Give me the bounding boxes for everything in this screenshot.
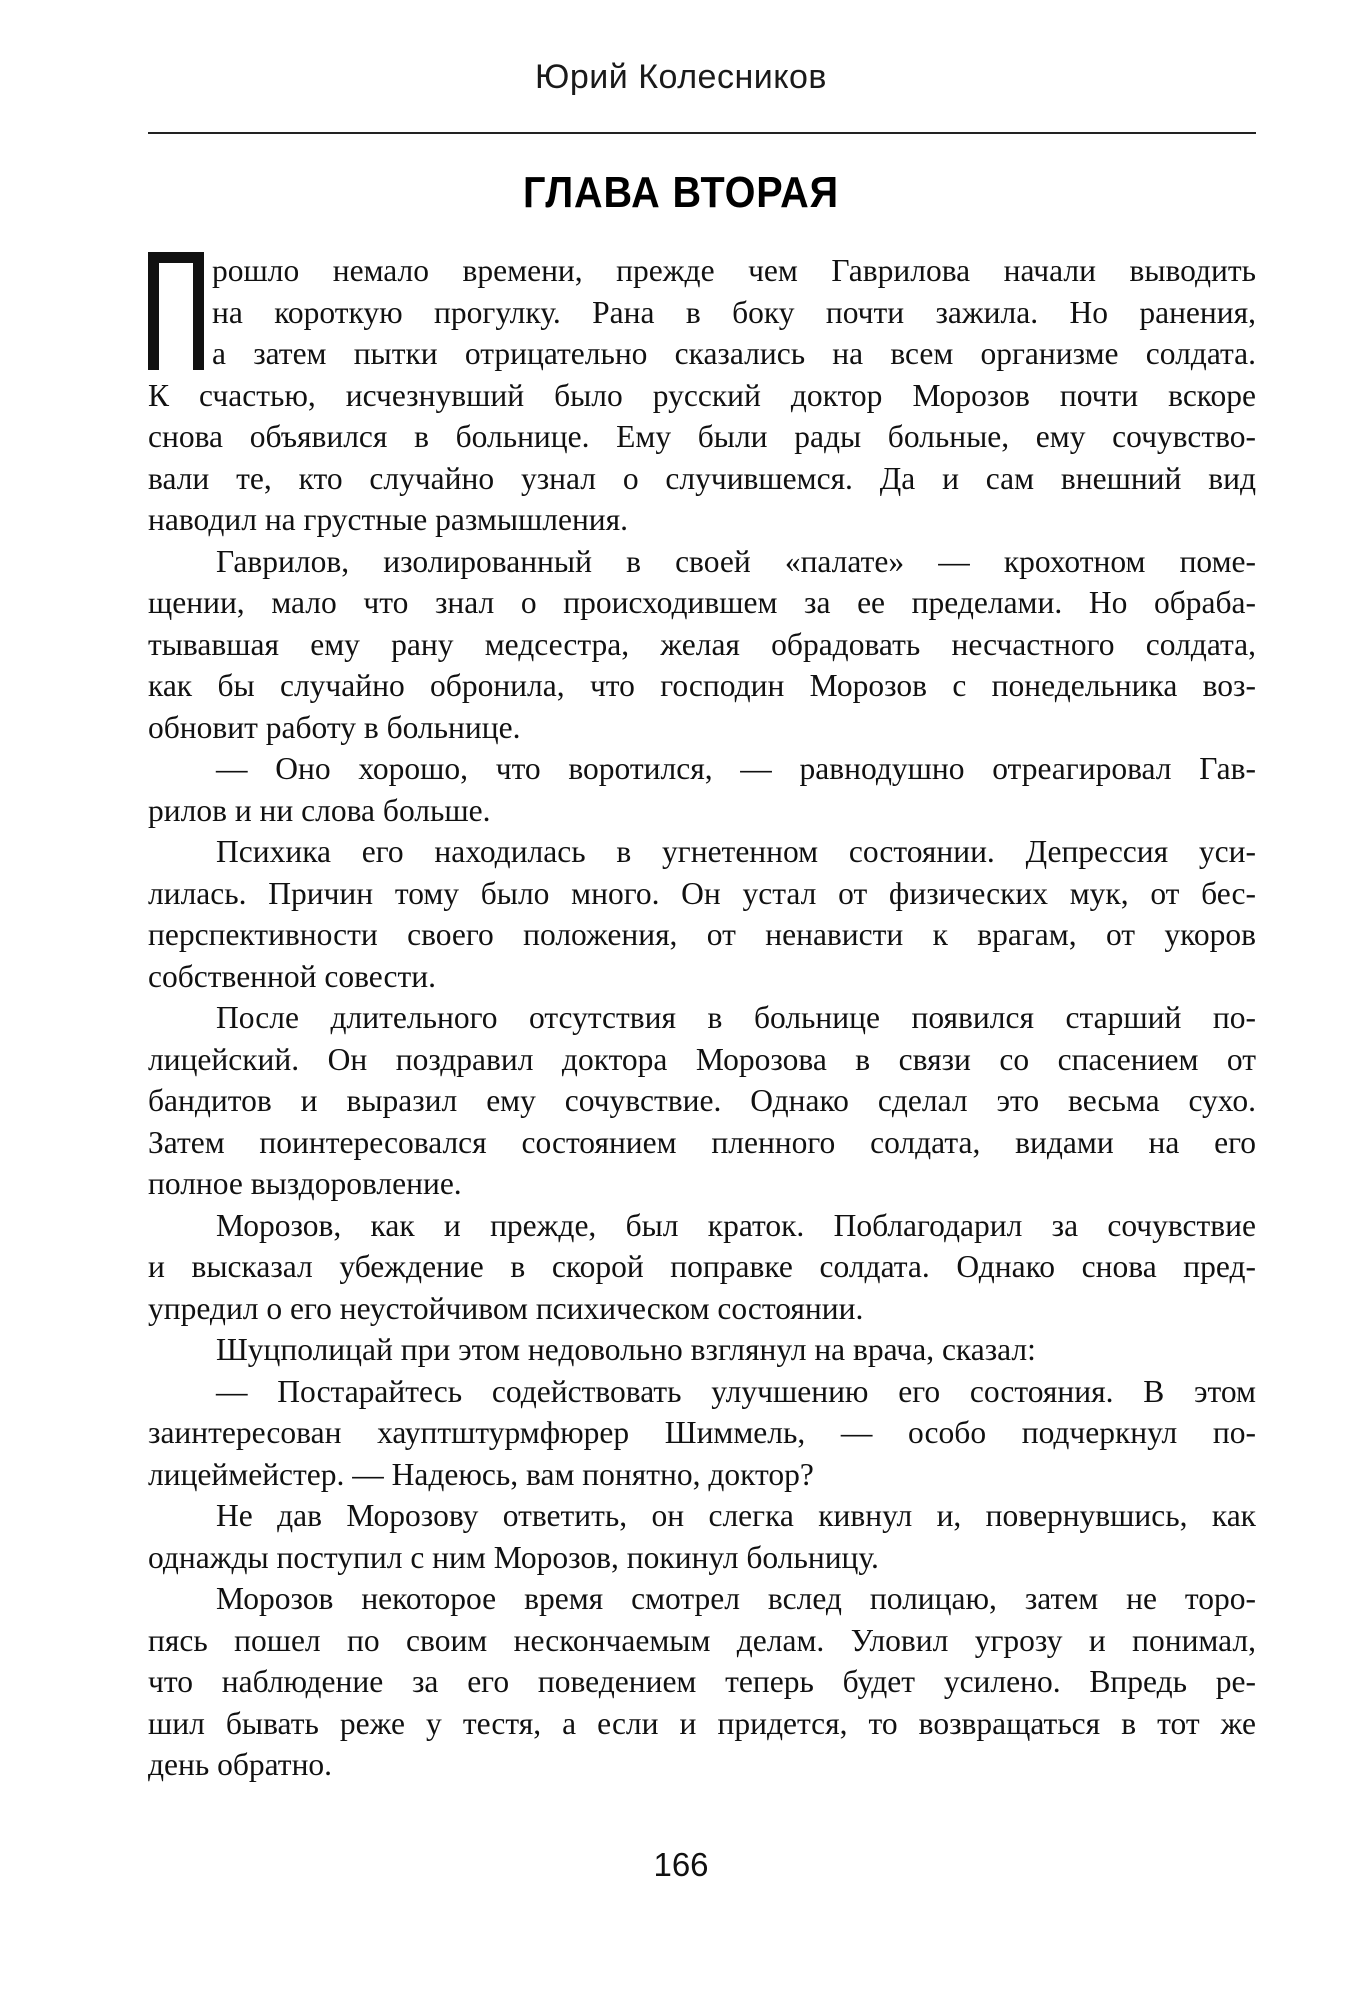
text-line: вали те, кто случайно узнал о случившемся. Да и сам внешний вид	[148, 460, 1256, 496]
text-line: и высказал убеждение в скорой поправке солдата. Однако снова пред-	[148, 1249, 1256, 1284]
text-line: тывавшая ему рану медсестра, желая обрадовать несчастного солдата,	[148, 626, 1256, 662]
text-line: день обратно.	[148, 1747, 333, 1782]
text-line: обновит работу в больнице.	[148, 709, 521, 745]
text-line: После длительного отсутствия в больнице появился старший по-	[216, 1000, 1256, 1035]
text-line: бандитов и выразил ему сочувствие. Однако сделал это весьма сухо.	[148, 1083, 1256, 1118]
text-line: полное выздоровление.	[148, 1166, 462, 1201]
text-line: Гаврилов, изолированный в своей «палате» — крохотном поме-	[216, 543, 1256, 579]
page-number: 166	[653, 1846, 709, 1883]
header-rule	[148, 132, 1256, 134]
text-line: что наблюдение за его поведением теперь будет усилено. Впредь ре-	[148, 1664, 1256, 1699]
text-line: Морозов некоторое время смотрел вслед полицаю, затем не торо-	[216, 1581, 1256, 1616]
text-line: лилась. Причин тому было много. Он устал от физических мук, от бес-	[148, 875, 1256, 911]
text-line: Затем поинтересовался состоянием пленного солдата, видами на его	[148, 1124, 1256, 1160]
text-line: как бы случайно обронила, что господин Морозов с понедельника воз-	[148, 668, 1256, 703]
chapter-title: ГЛАВА ВТОРАЯ	[523, 168, 839, 217]
text-line: наводил на грустные размышления.	[148, 502, 629, 537]
text-line: Не дав Морозову ответить, он слегка кивнул и, повернувшись, как	[216, 1498, 1256, 1533]
text-line: щении, мало что знал о происходившем за ее пределами. Но обраба-	[148, 585, 1256, 620]
text-line: собственной совести.	[148, 958, 437, 994]
text-line: лицеймейстер. — Надеюсь, вам понятно, доктор?	[148, 1456, 814, 1492]
text-line: заинтересован хауптштурмфюрер Шиммель, — особо подчеркнул по-	[148, 1415, 1256, 1450]
text-line: рилов и ни слова больше.	[148, 792, 491, 828]
text-line: рошло немало времени, прежде чем Гаврилова начали выводить	[212, 253, 1256, 288]
text-line: перспективности своего положения, от ненависти к врагам, от укоров	[148, 917, 1256, 952]
text-line: пясь пошел по своим нескончаемым делам. Уловил угрозу и понимал,	[148, 1622, 1256, 1658]
text-line: упредил о его неустойчивом психическом состоянии.	[148, 1290, 864, 1326]
text-line: — Постарайтесь содействовать улучшению его состояния. В этом	[216, 1373, 1256, 1409]
text-line: шил бывать реже у тестя, а если и придется, то возвращаться в тот же	[148, 1705, 1256, 1741]
running-head-author: Юрий Колесников	[535, 58, 827, 96]
text-line: Морозов, как и прежде, был краток. Поблагодарил за сочувствие	[216, 1207, 1256, 1243]
text-line: Шуцполицай при этом недовольно взглянул на врача, сказал:	[216, 1332, 1036, 1367]
text-line: на короткую прогулку. Рана в боку почти зажила. Но ранения,	[212, 294, 1256, 330]
drop-cap-letter	[148, 252, 204, 370]
text-line: а затем пытки отрицательно сказались на всем организме солдата.	[212, 336, 1256, 371]
text-line: К счастью, исчезнувший было русский доктор Морозов почти вскоре	[148, 377, 1256, 413]
text-line: — Оно хорошо, что воротился, — равнодушно отреагировал Гав-	[216, 751, 1256, 786]
text-line: снова объявился в больнице. Ему были рады больные, ему сочувство-	[148, 419, 1256, 454]
text-line: лицейский. Он поздравил доктора Морозова в связи со спасением от	[148, 1041, 1256, 1077]
text-line: однажды поступил с ним Морозов, покинул больницу.	[148, 1539, 879, 1575]
body-text	[148, 250, 1256, 1786]
text-line: Психика его находилась в угнетенном состоянии. Депрессия уси-	[216, 834, 1256, 869]
